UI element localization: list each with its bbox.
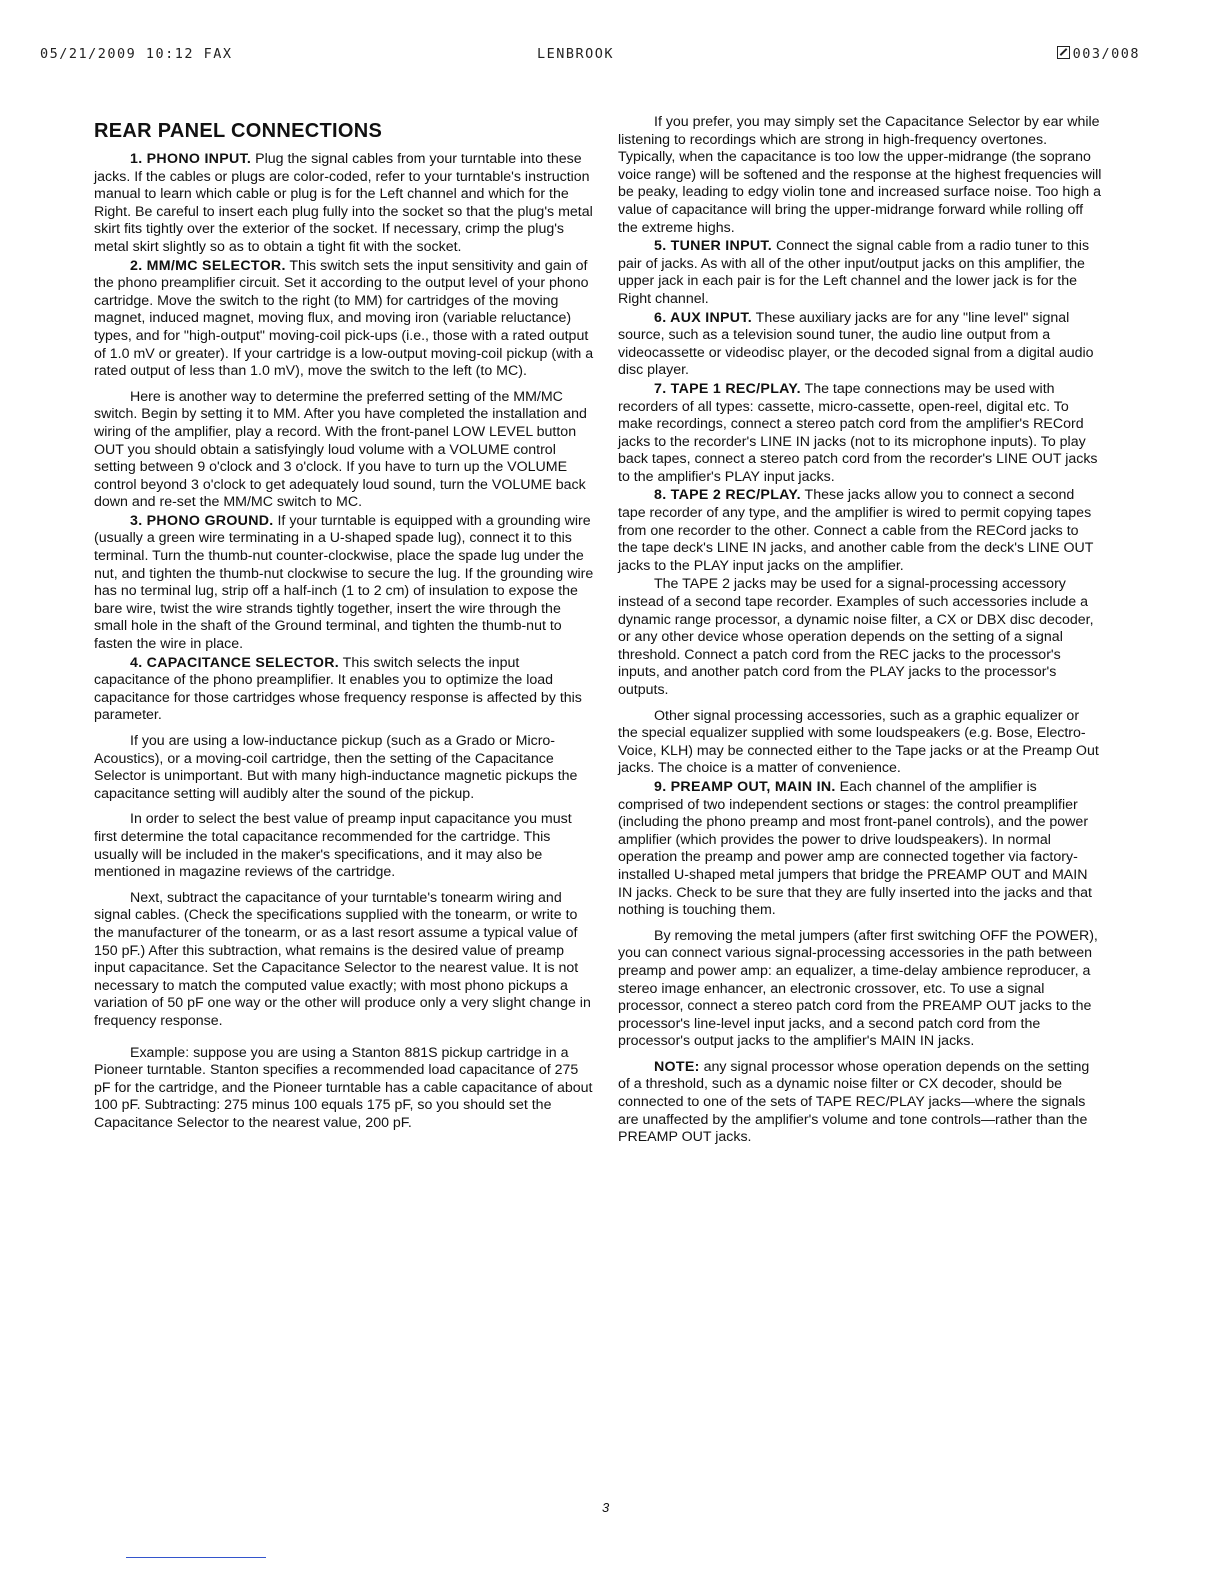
left-column xyxy=(94,113,596,1133)
paragraph-text: Next, subtract the capacitance of your turntable's tonearm wiring and signal cables. (Check the specifications supplied with the tonearm, or write to the manufacturer of the tonearm, or as a last resort assume a typical value of 150 pF.) After this subtraction, what remains is the desired value of preamp input capacitance. Set the Capacitance Selector to the nearest value. It is not necessary to match the computed value exactly; with most phono pickups a variation of 50 pF one way or the other will produce only a very slight change in frequency response. xyxy=(94,889,591,1029)
paragraph-low-inductance xyxy=(94,733,596,803)
paragraph-jumpers xyxy=(618,928,1102,1051)
fax-page-label: 003/008 xyxy=(1072,46,1140,62)
fax-page-count xyxy=(1057,46,1140,62)
paragraph-lead: NOTE: xyxy=(654,1058,700,1075)
paragraph-tape-2 xyxy=(618,487,1102,575)
paragraph-other-accessories xyxy=(618,708,1102,778)
paragraph-phono-input xyxy=(94,151,596,257)
paragraph-aux-input xyxy=(618,310,1102,380)
right-column xyxy=(618,114,1102,1148)
footer-rule xyxy=(126,1557,266,1558)
paragraph-text: Other signal processing accessories, such as a graphic equalizer or the special equalizer supplied with some loudspeakers (e.g. Bose, Electro-Voice, KLH) may be connected either to the Tape jacks or at the Preamp Out jacks. The choice is a matter of convenience. xyxy=(618,707,1099,777)
paragraph-text: These jacks allow you to connect a second tape recorder of any type, and the amplifier is wired to permit copying tapes from one recorder to the other. Connect a cable from the RECord jacks to the tape deck's LINE IN jacks, and another cable from the deck's LINE OUT jacks to the PLAY input jacks on the amplifier. xyxy=(618,487,1094,574)
paragraph-text: Each channel of the amplifier is comprised of two independent sections or stages: the control preamplifier (including the phono preamp and most front-panel controls), and the power amplifier (which provides the power to drive loudspeakers). In normal operation the preamp and power amp are connected together via factory-installed U-shaped metal jumpers that bridge the PREAMP OUT and MAIN IN jacks. Check to be sure that they are fully inserted into the jacks and that nothing is touching them. xyxy=(618,778,1092,919)
paragraph-capacitance-selector xyxy=(94,655,596,725)
paragraph-text: This switch selects the input capacitance of the phono preamplifier. It enables you to optimize the load capacitance for those cartridges whose frequency response is affected by this parameter. xyxy=(94,654,582,724)
fax-sender: LENBROOK xyxy=(537,46,615,62)
paragraph-lead: 5. TUNER INPUT. xyxy=(654,238,773,255)
paragraph-text: Connect the signal cable from a radio tuner to this pair of jacks. As with all of the other input/output jacks on this amplifier, the upper jack in each pair is for the Left channel and the lower jack is for the Right channel. xyxy=(618,238,1090,307)
paragraph-note xyxy=(618,1059,1102,1147)
paragraph-best-value xyxy=(94,811,596,881)
paragraph-text: By removing the metal jumpers (after first switching OFF the POWER), you can connect various signal-processing accessories in the path between preamp and power amp: an equalizer, a time-delay ambience reproducer, a stereo image enhancer, an electronic crossover, etc. To use a signal processor, connect a stereo patch cord from the PREAMP OUT jacks to the processor's line-level input jacks, and a second patch cord from the processor's output jacks to the amplifier's MAIN IN jacks. xyxy=(618,927,1098,1050)
paragraph-text: any signal processor whose operation depends on the setting of a threshold, such as a dynamic noise filter or CX decoder, should be connected to one of the sets of TAPE REC/PLAY jacks—where the signals are unaffected by the amplifier's volume and tone controls—rather than the PREAMP OUT jacks. xyxy=(618,1058,1090,1146)
paragraph-lead: 1. PHONO INPUT. xyxy=(130,151,252,167)
paragraph-subtract xyxy=(94,890,596,1031)
paragraph-lead: 8. TAPE 2 REC/PLAY. xyxy=(654,487,801,504)
paragraph-text: If you prefer, you may simply set the Capacitance Selector by ear while listening to recordings which are strong in high-frequency overtones. Typically, when the capacitance is too low the upper-midrange (the soprano voice range) will be softened and the response at the highest frequencies will be peaky, leading to edgy violin tone and increased surface noise. Too high a value of capacitance will bring the upper-midrange forward while rolling off the extreme highs. xyxy=(618,114,1102,236)
paragraph-text: The tape connections may be used with recorders of all types: cassette, micro-cassette, open-reel, digital etc. To make recordings, connect a stereo patch cord from the amplifier's RECord jacks to the recorder's LINE IN jacks (not to its microphone inputs). To play back tapes, connect a stereo patch cord from the recorder's LINE OUT jacks to the amplifier's PLAY input jacks. xyxy=(618,380,1098,485)
fax-header xyxy=(40,46,1140,66)
paragraph-tape-2-accessory xyxy=(618,576,1102,699)
paragraph-mm-mc-selector xyxy=(94,258,596,381)
paragraph-text: If your turntable is equipped with a grounding wire (usually a green wire terminating in a U-shaped spade lug), connect it to this terminal. Turn the thumb-nut counter-clockwise, place the spade lug under the nut, and tighten the thumb-nut clockwise to secure the lug. If the grounding wire has no terminal lug, strip off a half-inch (1 to 2 cm) of insulation to expose the bare wire, twist the wire strands tightly together, insert the wire through the small hole in the shaft of the Ground terminal, and tighten the thumb-nut to fasten the wire in place. xyxy=(94,512,594,653)
section-title: REAR PANEL CONNECTIONS xyxy=(94,120,383,142)
paragraph-text: The TAPE 2 jacks may be used for a signal-processing accessory instead of a second tape recorder. Examples of such accessories include a dynamic range processor, a dynamic noise filter, a CX or DBX disc decoder, or any other device whose operation depends on the setting of a signal threshold. Connect a patch cord from the REC jacks to the processor's inputs, and another patch cord from the PLAY jacks to the processor's outputs. xyxy=(618,576,1094,698)
paragraph-lead: 6. AUX INPUT. xyxy=(654,309,752,326)
paragraph-text: If you are using a low-inductance pickup (such as a Grado or Micro-Acoustics), or a moving-coil cartridge, then the setting of the Capacitance Selector is unimportant. But with many high-inductance magnetic pickups the capacitance setting will audibly alter the sound of the pickup. xyxy=(94,733,578,802)
paragraph-mm-mc-alternative xyxy=(94,389,596,512)
paragraph-by-ear xyxy=(618,114,1102,237)
page-number: 3 xyxy=(602,1500,610,1515)
paragraph-text: Example: suppose you are using a Stanton 881S pickup cartridge in a Pioneer turntable. Stanton specifies a recommended load capacitance of 275 pF for the cartridge, and the Pioneer turntable has a cable capacitance of about 100 pF. Subtracting: 275 minus 100 equals 175 pF, so you should set the Capacitance Selector to the nearest value, 200 pF. xyxy=(94,1044,593,1131)
fax-page-icon xyxy=(1057,46,1070,59)
paragraph-lead: 2. MM/MC SELECTOR. xyxy=(130,257,286,274)
paragraph-text: This switch sets the input sensitivity and gain of the phono preamplifier circuit. Set it according to the output level of your phono cartridge. Move the switch to the right (to MM) for cartridges of the moving magnet, induced magnet, moving flux, and moving iron (variable reluctance) types, and for "high-output" moving-coil pick-ups (i.e., those with a rated output of 1.0 mV or greater). If your cartridge is a low-output moving-coil pickup (with a rated output of less than 1.0 mV), move the switch to the left (to MC). xyxy=(94,257,594,380)
paragraph-text: These auxiliary jacks are for any "line level" signal source, such as a television sound tuner, the audio line output from a videocassette or videodisc player, or the decoded signal from a digital audio disc player. xyxy=(618,309,1094,379)
paragraph-tape-1 xyxy=(618,381,1102,487)
paragraph-lead: 7. TAPE 1 REC/PLAY. xyxy=(654,380,801,397)
fax-datetime: 05/21/2009 10:12 FAX xyxy=(40,46,233,62)
paragraph-preamp-out xyxy=(618,779,1102,920)
paragraph-text: In order to select the best value of preamp input capacitance you must first determine the total capacitance recommended for the cartridge. This usually will be included in the maker's specifications, and it may also be mentioned in magazine reviews of the cartridge. xyxy=(94,811,572,881)
paragraph-text: Here is another way to determine the preferred setting of the MM/MC switch. Begin by setting it to MM. After you have completed the installation and wiring of the amplifier, play a record. With the front-panel LOW LEVEL button OUT you should obtain a satisfyingly loud volume with a VOLUME control setting between 9 o'clock and 3 o'clock. If you have to turn up the VOLUME control beyond 3 o'clock to get adequately loud sound, turn the VOLUME back down and re-set the MM/MC switch to MC. xyxy=(94,388,587,511)
paragraph-text: Plug the signal cables from your turntable into these jacks. If the cables or plugs are color-coded, refer to your turntable's instruction manual to learn which cable or plug is for the Left channel and which for the Right. Be careful to insert each plug fully into the socket so that the plug's metal skirt fits tightly over the exterior of the socket. If necessary, crimp the plug's metal skirt slightly so as to obtain a tight fit with the socket. xyxy=(94,151,593,255)
paragraph-tuner-input xyxy=(618,238,1102,308)
paragraph-lead: 4. CAPACITANCE SELECTOR. xyxy=(130,654,339,671)
paragraph-lead: 9. PREAMP OUT, MAIN IN. xyxy=(654,778,836,795)
paragraph-phono-ground xyxy=(94,513,596,654)
paragraph-example xyxy=(94,1045,596,1133)
paragraph-lead: 3. PHONO GROUND. xyxy=(130,512,274,529)
